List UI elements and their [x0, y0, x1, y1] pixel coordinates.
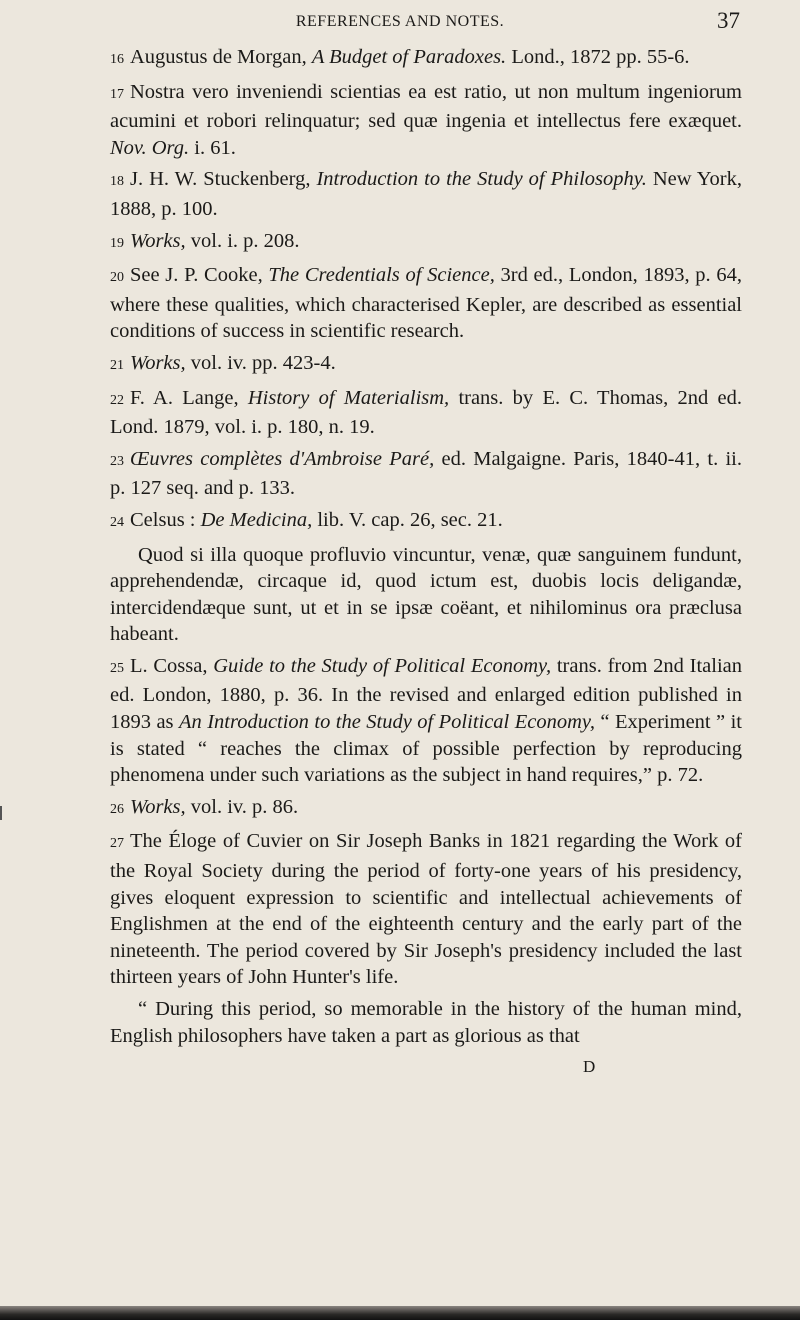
note-number: 20	[110, 270, 124, 286]
note-paragraph	[110, 996, 742, 1049]
note-number: 17	[110, 86, 124, 102]
running-title: REFERENCES AND NOTES.	[295, 13, 505, 30]
note-paragraph	[110, 446, 742, 502]
note-number: 23	[110, 453, 124, 469]
note-text: vol. iv. pp. 423-4.	[185, 351, 336, 374]
note-number: 16	[110, 52, 124, 67]
note-text: vol. i. p. 208.	[185, 229, 300, 252]
note-paragraph	[110, 262, 742, 345]
note-number: 25	[110, 660, 124, 676]
note-title: Guide to the Study of Political Economy,	[213, 654, 552, 677]
note-title: An Introduction to the Study of Political Economy,	[178, 711, 595, 734]
note-paragraph	[110, 542, 742, 648]
note-text: F. A. Lange,	[130, 386, 248, 409]
note-text: 3rd ed., London, 1893, p. 64, where these qualities, which characterised Kepler, are described as essential conditions of success in scientific research.	[110, 264, 742, 343]
note-text: The Éloge of Cuvier on Sir Joseph Banks in 1821 regarding the Work of the Royal Society during the period of forty-one years of his presidency, gives eloquent expression to scientific and intellectual achievements of Englishmen at the end of the eighteenth century and the early part of the nineteenth. The period covered by Sir Joseph's presidency included the last thirteen years of John Hunter's life.	[110, 830, 742, 989]
note-text: Lond., 1872 pp. 55-6.	[506, 46, 690, 68]
note-text: ed. Malgaigne. Paris, 1840-41, t. ii. p. 127 seq. and p. 133.	[110, 447, 742, 500]
note-text: Quod si illa quoque profluvio vincuntur, venæ, quæ sanguinem fundunt, apprehendendæ, circaque id, quod ictum est, duobis locis deligandæ, intercidendæque sunt, ut et in se ipsæ coëant, et nihilominus ora præclusa habeant.	[110, 543, 742, 646]
note-paragraph	[110, 653, 742, 789]
note-text: vol. iv. p. 86.	[185, 795, 299, 818]
note-number: 26	[110, 801, 124, 817]
note-text: “ During this period, so memorable in the history of the human mind, English philosophers have taken a part as glorious as that	[110, 998, 742, 1047]
note-paragraph	[110, 228, 742, 258]
note-text: Nostra vero inveniendi scientias ea est ratio, ut non multum ingeniorum acumini et robori relinquatur; sed quæ ingenia et intellectus fere exæquet.	[110, 80, 742, 133]
note-title: A Budget of Paradoxes.	[311, 46, 507, 68]
note-paragraph	[110, 794, 742, 824]
edge-mark	[0, 806, 2, 820]
note-paragraph	[110, 166, 742, 222]
notes-body	[110, 44, 742, 1054]
note-paragraph	[110, 44, 742, 74]
note-title: De Medicina,	[200, 508, 313, 531]
note-text: trans. by E. C. Thomas, 2nd ed. Lond. 1879, vol. i. p. 180, n. 19.	[110, 386, 742, 439]
note-title: Works,	[130, 351, 186, 374]
note-text: J. H. W. Stuckenberg,	[130, 168, 317, 191]
page-header	[0, 8, 800, 36]
note-text: See J. P. Cooke,	[130, 264, 269, 287]
note-title: The Credentials of Science,	[268, 264, 495, 287]
page-bottom-edge	[0, 1306, 800, 1320]
note-text: Celsus :	[130, 508, 201, 531]
note-paragraph	[110, 828, 742, 991]
note-paragraph	[110, 507, 742, 537]
note-title: Works,	[130, 229, 186, 252]
note-number: 21	[110, 357, 124, 373]
note-text: lib. V. cap. 26, sec. 21.	[312, 508, 503, 531]
note-number: 18	[110, 174, 124, 190]
note-title: History of Materialism,	[247, 386, 450, 409]
note-paragraph	[110, 79, 742, 162]
note-number: 24	[110, 514, 124, 530]
note-text: trans. from 2nd Italian ed. London, 1880, p. 36. In the revised and enlarged edition published in 1893 as	[110, 654, 743, 734]
page-number: 37	[717, 8, 740, 33]
note-text: i. 61.	[189, 136, 236, 159]
note-text: L. Cossa,	[130, 654, 214, 677]
note-number: 22	[110, 392, 124, 408]
note-title: Nov. Org.	[110, 136, 190, 159]
note-number: 27	[110, 836, 124, 852]
note-text: New York, 1888, p. 100.	[110, 168, 742, 220]
note-title: Introduction to the Study of Philosophy.	[316, 168, 647, 191]
note-text: “ Experiment ” it is stated “ reaches the climax of possible perfection by reproducing phenomena under such variations as the subject in hand requires,” p. 72.	[110, 711, 742, 787]
note-paragraph	[110, 350, 742, 380]
note-title: Works,	[130, 795, 186, 818]
note-paragraph	[110, 385, 742, 441]
note-number: 19	[110, 235, 124, 251]
signature-mark: D	[583, 1057, 596, 1076]
note-title: Œuvres complètes d'Ambroise Paré,	[130, 447, 435, 470]
note-text: Augustus de Morgan,	[130, 46, 312, 68]
